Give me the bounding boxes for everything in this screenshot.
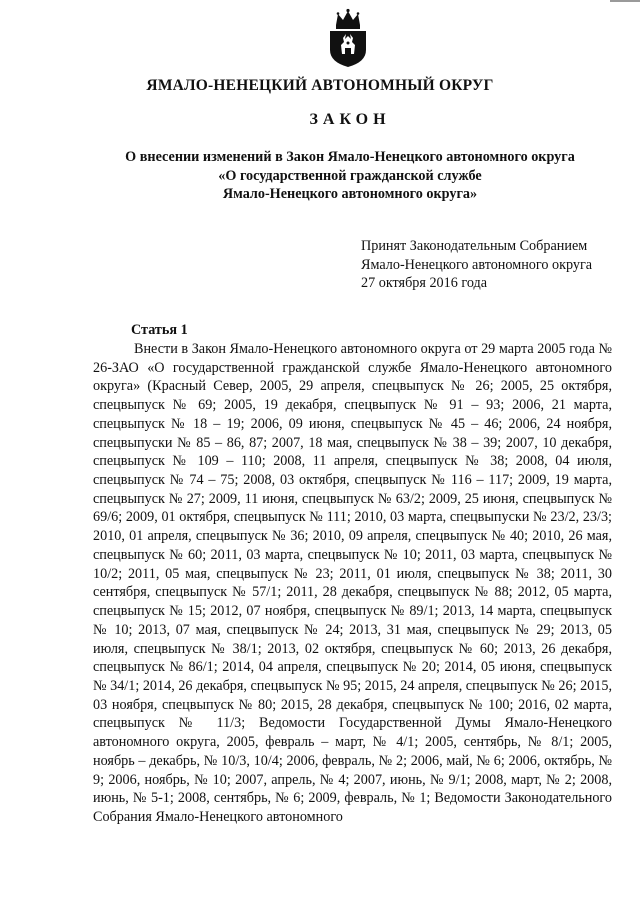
document-type-title: ЗАКОН: [309, 111, 391, 128]
law-subject-line-3: Ямало-Ненецкого автономного округа»: [222, 186, 478, 202]
article-body-text: Внести в Закон Ямало-Ненецкого автономного округа от 29 марта 2005 года № 26-ЗАО «О государственной гражданской службе Ямало-Ненецкого автономного округа» (Красный Север, 2005, 29 апреля, спецвыпуск № 26; 2005, 25 октября, спецвыпуск № 69; 2005, 19 декабря, спецвыпуск № 91 – 93; 2006, 21 марта, спецвыпуск № 18 – 19; 2006, 09 июня, спецвыпуск № 45 – 46; 2006, 24 ноября, спецвыпуски № 85 – 86, 87; 2007, 18 мая, спецвыпуск № 38 – 39; 2007, 10 декабря, спецвыпуск № 109 – 110; 2008, 11 апреля, спецвыпуск № 38; 2008, 04 июля, спецвыпуск № 74 – 75; 2008, 03 октября, спецвыпуск № 116 – 117; 2009, 19 марта, спецвыпуск № 27; 2009, 11 июня, спецвыпуск № 63/2; 2009, 25 июня, спецвыпуск № 69/6; 2009, 01 октября, спецвыпуск № 111; 2010, 03 марта, спецвыпуски № 23/2, 23/3; 2010, 01 апреля, спецвыпуск № 36; 2010, 09 апреля, спецвыпуск № 40; 2010, 26 мая, спецвыпуск № 60; 2011, 03 марта, спецвыпуск № 10; 2011, 03 марта, спецвыпуск № 10/2; 2011, 05 мая, спецвыпуск № 23; 2011, 01 июля, спецвыпуск № 38; 2011, 30 сентября, спецвыпуск № 57/1; 2011, 28 декабря, спецвыпуск № 88; 2012, 05 марта, спецвыпуск № 15; 2012, 07 ноября, спецвыпуск № 89/1; 2013, 14 марта, спецвыпуск № 10; 2013, 07 мая, спецвыпуск № 24; 2013, 31 мая, спецвыпуск № 29; 2013, 05 июля, спецвыпуск № 38/1; 2013, 02 октября, спецвыпуск № 60; 2013, 26 декабря, спецвыпуск № 86/1; 2014, 04 апреля, спецвыпуск № 20; 2014, 05 июня, спецвыпуск № 34/1; 2014, 26 декабря, спецвыпуск № 95; 2015, 24 апреля, спецвыпуск № 26; 2015, 03 ноября, спецвыпуск № 80; 2015, 28 декабря, спецвыпуск № 100; 2016, 02 марта, спецвыпуск № 11/3; Ведомости Государственной Думы Ямало-Ненецкого автономного округа, 2005, февраль – март, № 4/1; 2005, сентябрь, № 8/1; 2005, ноябрь – декабрь, № 10/3, 10/4; 2006, февраль, № 2; 2006, май, № 6; 2006, октябрь, № 9; 2006, ноябрь, № 10; 2007, апрель, № 4; 2007, июнь, № 9/1; 2008, март, № 2; 2008, июнь, № 5-1; 2008, сентябрь, № 6; 2009, февраль, № 1; Ведомости Законодательного Собрания Ямало-Ненецкого автономного: [93, 341, 612, 825]
law-subject-line-1: О внесении изменений в Закон Ямало-Ненецкого автономного округа: [125, 149, 575, 165]
law-subject: [0, 148, 640, 204]
coat-of-arms-icon: [322, 8, 374, 68]
adoption-note: [361, 237, 592, 293]
region-title: ЯМАЛО-НЕНЕЦКИЙ АВТОНОМНЫЙ ОКРУГ: [146, 77, 494, 94]
scan-corner-mark: [610, 0, 640, 2]
adoption-note-line-2: Ямало-Ненецкого автономного округа: [361, 256, 593, 273]
adoption-date: 27 октября 2016 года: [361, 275, 488, 291]
adoption-note-line-1: Принят Законодательным Собранием: [361, 238, 588, 254]
law-subject-line-2: «О государственной гражданской службе: [218, 167, 482, 184]
article-heading: Статья 1: [131, 322, 188, 338]
